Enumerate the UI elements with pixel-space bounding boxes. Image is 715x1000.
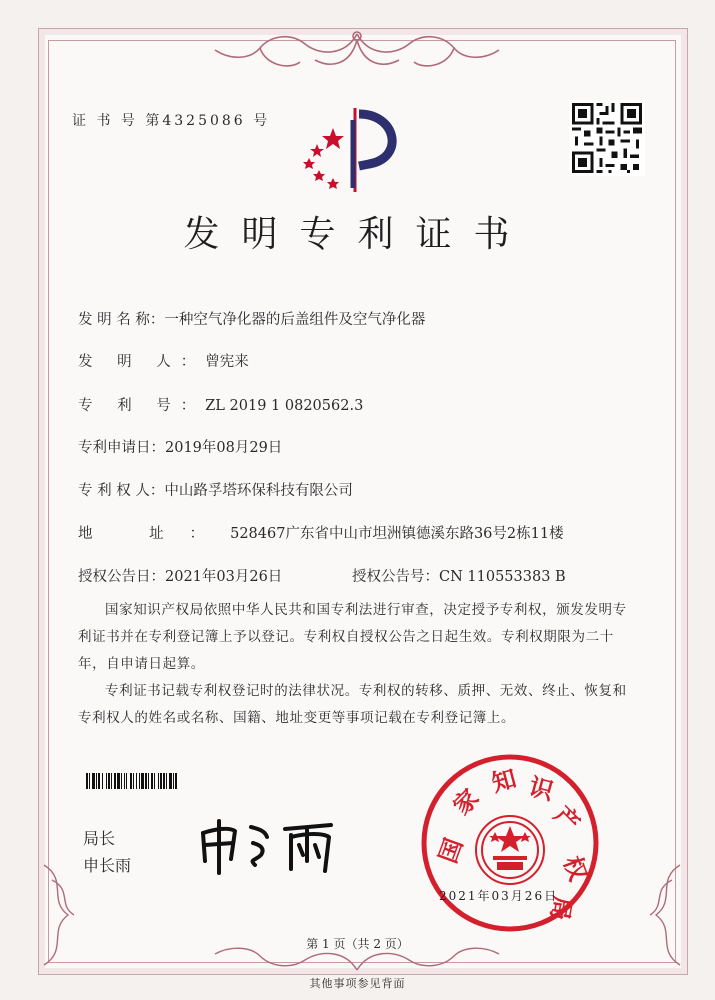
svg-text:权: 权 <box>557 852 594 885</box>
top-ornament-icon <box>200 26 515 76</box>
grant-date-label: 授权公告日： <box>78 569 165 585</box>
svg-text:家: 家 <box>446 783 485 821</box>
qr-code-icon <box>569 100 645 176</box>
address-label: 地 址： <box>78 526 231 542</box>
address-value: 528467广东省中山市坦洲镇德溪东路36号2栋11楼 <box>230 526 564 542</box>
grant-date-row <box>78 565 282 586</box>
inventor-label: 发 明 人： <box>78 354 206 370</box>
patent-number-label: 专 利 号： <box>78 398 206 414</box>
inventor-row <box>78 350 249 371</box>
patentee-row <box>78 479 353 500</box>
seal-date: 2021年03月26日 <box>439 889 559 903</box>
document-title: 发明专利证书 <box>183 214 532 255</box>
patentee-value: 中山路孚塔环保科技有限公司 <box>164 483 353 499</box>
right-corner-ornament-icon <box>636 860 686 970</box>
handwritten-signature-icon <box>195 815 365 875</box>
filing-date-label: 专利申请日： <box>78 440 165 456</box>
patent-number-value: ZL 2019 1 0820562.3 <box>205 398 364 414</box>
certificate-number: 证 书 号 第4325086 号 <box>72 113 271 129</box>
filing-date-value: 2019年08月29日 <box>165 440 283 456</box>
patent-number-row <box>78 394 363 415</box>
footer-note: 其他事项参见背面 <box>309 977 406 990</box>
patentee-label: 专 利 权 人： <box>78 483 165 499</box>
left-corner-ornament-icon <box>38 860 88 970</box>
legal-paragraph-2: 专利证书记载专利权登记时的法律状况。专利权的转移、质押、无效、终止、恢复和专利权人的姓名或名称、国籍、地址变更等事项记载在专利登记簿上。 <box>78 683 627 726</box>
signatory-title: 局长 <box>83 829 116 848</box>
legal-paragraph-1: 国家知识产权局依照中华人民共和国专利法进行审查，决定授予专利权，颁发发明专利证书并在专利登记簿上予以登记。专利权自授权公告之日起生效。专利权期限为二十年，自申请日起算。 <box>78 602 627 672</box>
grant-number-value: CN 110553383 B <box>439 569 566 585</box>
inventor-value: 曾宪来 <box>205 354 249 370</box>
svg-text:局: 局 <box>545 893 578 923</box>
barcode-icon <box>86 773 266 789</box>
grant-number-row <box>352 565 566 586</box>
svg-text:知: 知 <box>488 763 520 798</box>
address-row <box>78 522 564 543</box>
svg-text:国: 国 <box>432 834 469 867</box>
grant-number-label: 授权公告号： <box>352 569 439 585</box>
invention-name-value: 一种空气净化器的后盖组件及空气净化器 <box>164 312 426 328</box>
invention-name-row <box>78 308 425 329</box>
svg-text:识: 识 <box>525 771 557 806</box>
invention-name-label: 发 明 名 称： <box>78 312 165 328</box>
legal-statement <box>78 597 640 732</box>
page-number: 第 1 页（共 2 页） <box>306 937 409 951</box>
cnipa-logo-icon <box>293 100 413 195</box>
svg-text:产: 产 <box>548 799 586 838</box>
signatory-name: 申长雨 <box>83 856 132 875</box>
filing-date-row <box>78 436 282 457</box>
official-seal-icon <box>419 752 601 934</box>
grant-date-value: 2021年03月26日 <box>165 569 283 585</box>
